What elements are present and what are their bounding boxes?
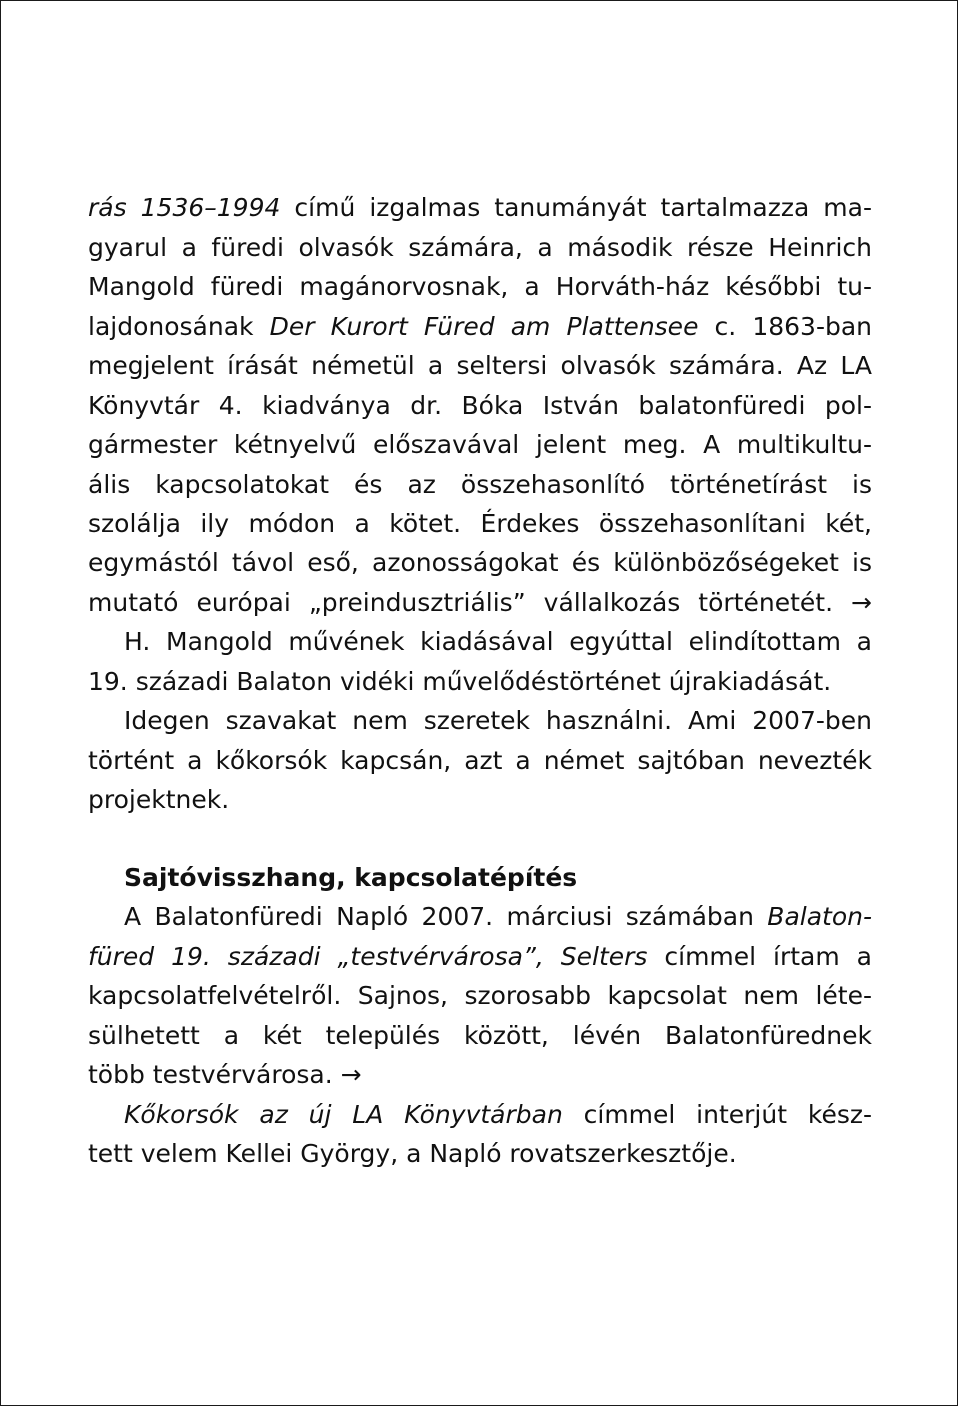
- text-line: több testvérvárosa. →: [88, 1060, 362, 1089]
- text-line: tett velem Kellei György, a Napló rovatszerkesztője.: [88, 1139, 737, 1168]
- text-line: projektnek.: [88, 785, 230, 814]
- text-line: sülhetett a két település között, lévén Balatonfürednek: [88, 1021, 872, 1050]
- text-line: rás 1536–1994 című izgalmas tanumányát tartalmazza ma-: [88, 193, 872, 222]
- text-line: 19. századi Balaton vidéki művelődéstörténet újrakiadását.: [88, 667, 832, 696]
- text-line: Kőkorsók az új LA Könyvtárban címmel interjút kész-: [124, 1100, 872, 1129]
- text-line: lajdonosának Der Kurort Füred am Plattensee c. 1863-ban: [88, 312, 872, 341]
- text-line: H. Mangold művének kiadásával egyúttal elindítottam a: [124, 627, 872, 656]
- text-line: egymástól távol eső, azonosságokat és különbözőségeket is: [88, 548, 872, 577]
- text-line: szolálja ily módon a kötet. Érdekes összehasonlítani két,: [88, 509, 872, 538]
- text-line: A Balatonfüredi Napló 2007. márciusi számában Balaton-: [124, 902, 872, 931]
- text-line: Mangold füredi magánorvosnak, a Horváth-ház későbbi tu-: [88, 272, 872, 301]
- text-line: megjelent írását németül a seltersi olvasók számára. Az LA: [88, 351, 872, 380]
- text-line: Idegen szavakat nem szeretek használni. Ami 2007-ben: [124, 706, 872, 735]
- text-line: Könyvtár 4. kiadványa dr. Bóka István balatonfüredi pol-: [88, 391, 872, 420]
- text-line: gyarul a füredi olvasók számára, a második része Heinrich: [88, 233, 872, 262]
- text-line: történt a kőkorsók kapcsán, azt a német sajtóban nevezték: [88, 746, 872, 775]
- section-heading: Sajtóvisszhang, kapcsolatépítés: [124, 863, 578, 892]
- text-line: kapcsolatfelvételről. Sajnos, szorosabb kapcsolat nem léte-: [88, 981, 872, 1010]
- text-line: ális kapcsolatokat és az összehasonlító történetírást is: [88, 470, 872, 499]
- text-line: füred 19. századi „testvérvárosa”, Selters címmel írtam a: [88, 942, 872, 971]
- text-line: mutató európai „preindusztriális” vállalkozás történetét. →: [88, 588, 872, 617]
- text-line: gármester kétnyelvű előszavával jelent meg. A multikultu-: [88, 430, 872, 459]
